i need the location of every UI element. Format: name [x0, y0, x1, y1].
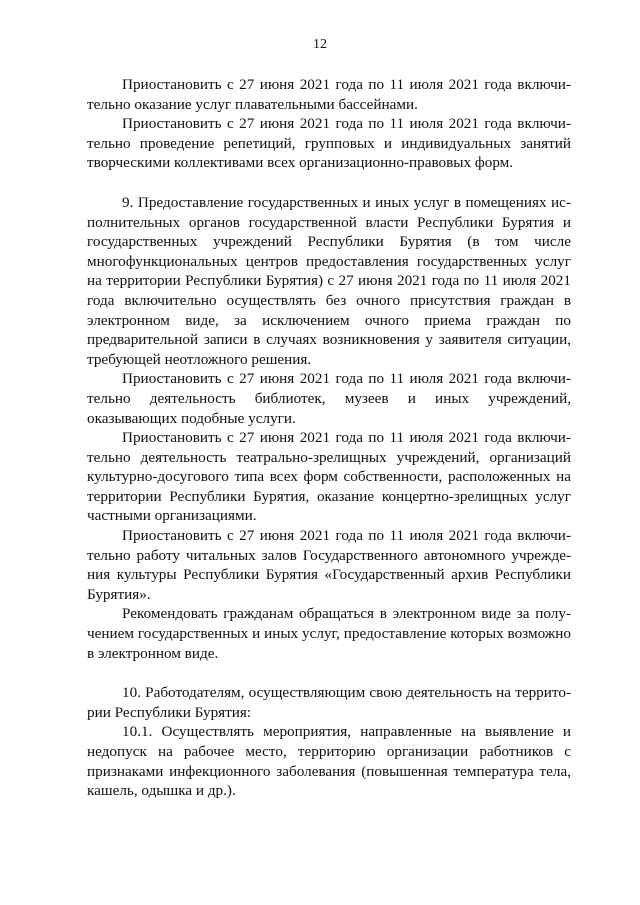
paragraph-archive: Приостановить с 27 июня 2021 года по 11 июля 2021 года включительно работу читальных залов Государственного автономного учреждения культуры Республики Бурятия «Государственный архив Республики Бурятия».	[87, 527, 571, 603]
section-gap	[87, 663, 571, 683]
paragraph-pools: Приостановить с 27 июня 2021 года по 11 июля 2021 года включительно оказание услуг плавательными бассейнами.	[87, 76, 571, 113]
document-body	[87, 75, 571, 801]
paragraph-rehearsals: Приостановить с 27 июня 2021 года по 11 июля 2021 года включительно проведение репетиций, групповых и индивидуальных занятий творческими коллективами всех организационно-правовых форм.	[87, 115, 571, 172]
section-gap	[87, 173, 571, 193]
paragraph-recommend: Рекомендовать гражданам обращаться в электронном виде за получением государственных и иных услуг, предоставление которых возможно в электронном виде.	[87, 605, 571, 662]
paragraph-theaters: Приостановить с 27 июня 2021 года по 11 июля 2021 года включительно деятельность театрально-зрелищных учреждений, организаций культурно-досугового типа всех форм собственности, расположенных на территории Республики Бурятия, оказание концертно-зрелищных услуг частными организациями.	[87, 429, 571, 525]
paragraph-libraries: Приостановить с 27 июня 2021 года по 11 июля 2021 года включительно деятельность библиотек, музеев и иных учреждений, оказывающих подобные услуги.	[87, 370, 571, 427]
paragraph-section-9: 9. Предоставление государственных и иных услуг в помещениях исполнительных органов государственной власти Республики Бурятия и государственных учреждений Республики Бурятия (в том числе многофункциональных центров предоставления государственных услуг на территории Республики Бурятия) с 27 июня 2021 года по 11 июля 2021 года включительно осуществлять без очного присутствия граждан в электронном виде, за исключением очного приема граждан по предварительной записи в случаях возникновения у заявителя ситуации, требующей неотложного решения.	[87, 193, 571, 368]
page-number: 12	[313, 37, 327, 52]
paragraph-section-10: 10. Работодателям, осуществляющим свою деятельность на территории Республики Бурятия:	[87, 684, 571, 721]
paragraph-section-10-1: 10.1. Осуществлять мероприятия, направленные на выявление и недопуск на рабочее место, территорию организации работников с признаками инфекционного заболевания (повышенная температура тела, кашель, одышка и др.).	[87, 723, 571, 800]
